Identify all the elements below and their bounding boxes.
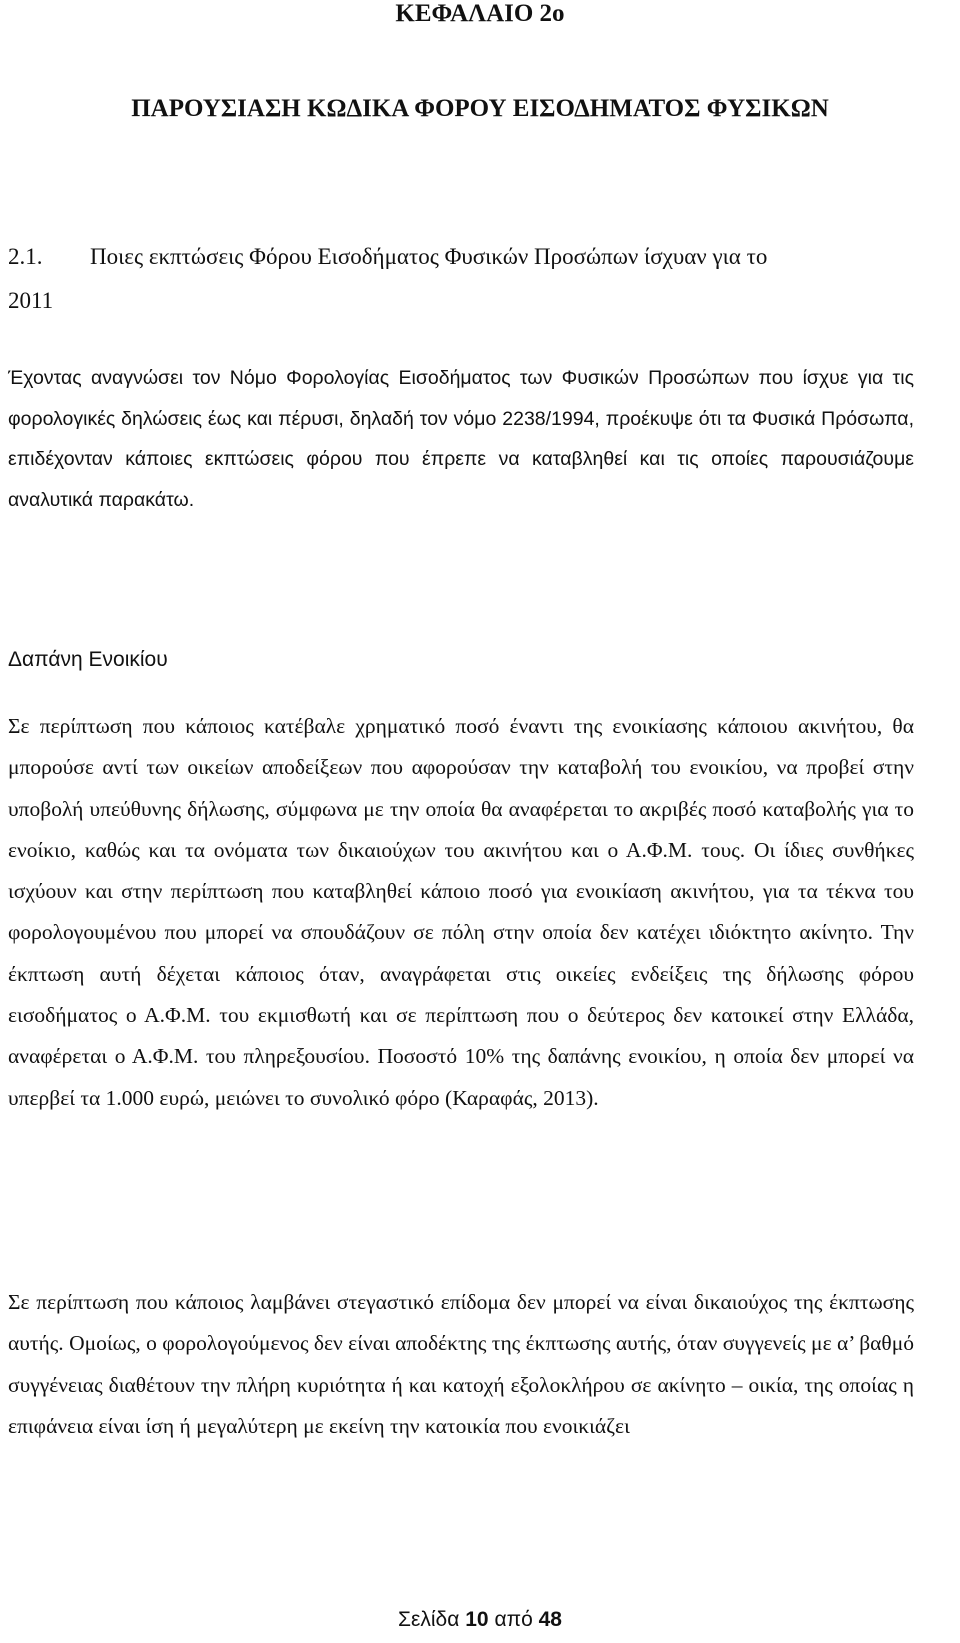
section-title-continuation: 2011 [8,288,54,313]
footer-prefix: Σελίδα [398,1608,460,1631]
exclusions-paragraph: Σε περίπτωση που κάποιος λαμβάνει στεγαστικό επίδομα δεν μπορεί να είναι δικαιούχος της έκπτωσης αυτής. Ομοίως, ο φορολογούμενος δεν είναι αποδέκτης της έκπτωσης αυτής, όταν συγγενείς με α’ βαθμό συγγένειας διαθέτουν την πλήρη κυριότητα ή και κατοχή εξολοκλήρου σε ακίνητο – οικία, της οποίας η επιφάνεια είναι ίση ή μεγαλύτερη με εκείνη την κατοικία που ενοικιάζει [8,1290,914,1438]
chapter-subtitle: ΠΑΡΟΥΣΙΑΣΗ ΚΩΔΙΚΑ ΦΟΡΟΥ ΕΙΣΟΔΗΜΑΤΟΣ ΦΥΣΙΚΩΝ [131,95,829,122]
rent-expense-paragraph: Σε περίπτωση που κάποιος κατέβαλε χρηματικό ποσό έναντι της ενοικίασης κάποιου ακινήτου, θα μπορούσε αντί των οικείων αποδείξεων που αφορούσαν την καταβολή του ενοικίου, να προβεί στην υποβολή υπεύθυνης δήλωσης, σύμφωνα με την οποία θα αναφέρεται το ακριβές ποσό καταβολής για το ενοίκιο, καθώς και τα ονόματα των δικαιούχων του ακινήτου και ο Α.Φ.Μ. τους. Οι ίδιες συνθήκες ισχύουν και στην περίπτωση που καταβληθεί κάποιο ποσό για ενοικίαση ακινήτου, για τα τέκνα του φορολογουμένου που μπορεί να σπουδάζουν σε πόλη στην οποία δεν κατέχει ιδιόκτητο ακίνητο. Την έκπτωση αυτή δέχεται κάποιος όταν, αναγράφεται στις οικείες ενδείξεις της δήλωσης φόρου εισοδήματος ο Α.Φ.Μ. του εκμισθωτή και σε περίπτωση που ο δεύτερος δεν κατοικεί στην Ελλάδα, αναφέρεται ο Α.Φ.Μ. του πληρεξουσίου. Ποσοστό 10% της δαπάνης ενοικίου, η οποία δεν μπορεί να υπερβεί τα 1.000 ευρώ, μειώνει το συνολικό φόρο (Καραφάς, 2013). [8,714,914,1110]
footer-page-number: 10 [465,1608,489,1631]
section-number: 2.1. [8,244,43,269]
page-footer [0,1606,960,1634]
subheading: Δαπάνη Ενοικίου [8,648,168,671]
intro-paragraph: Έχοντας αναγνώσει τον Νόμο Φορολογίας Εισοδήματος των Φυσικών Προσώπων που ίσχυε για τις φορολογικές δηλώσεις έως και πέρυσι, δηλαδή τον νόμο 2238/1994, προέκυψε ότι τα Φυσικά Πρόσωπα, επιδέχονταν κάποιες εκπτώσεις φόρου που έπρεπε να καταβληθεί και τις οποίες παρουσιάζουμε αναλυτικά παρακάτω. [8,367,914,511]
chapter-title: ΚΕΦΑΛΑΙΟ 2ο [395,0,565,27]
footer-middle: από [494,1608,533,1631]
section-title: Ποιες εκπτώσεις Φόρου Εισοδήματος Φυσικών Προσώπων ίσχυαν για το [90,244,768,269]
section-heading [8,242,928,272]
footer-total-pages: 48 [538,1608,562,1631]
